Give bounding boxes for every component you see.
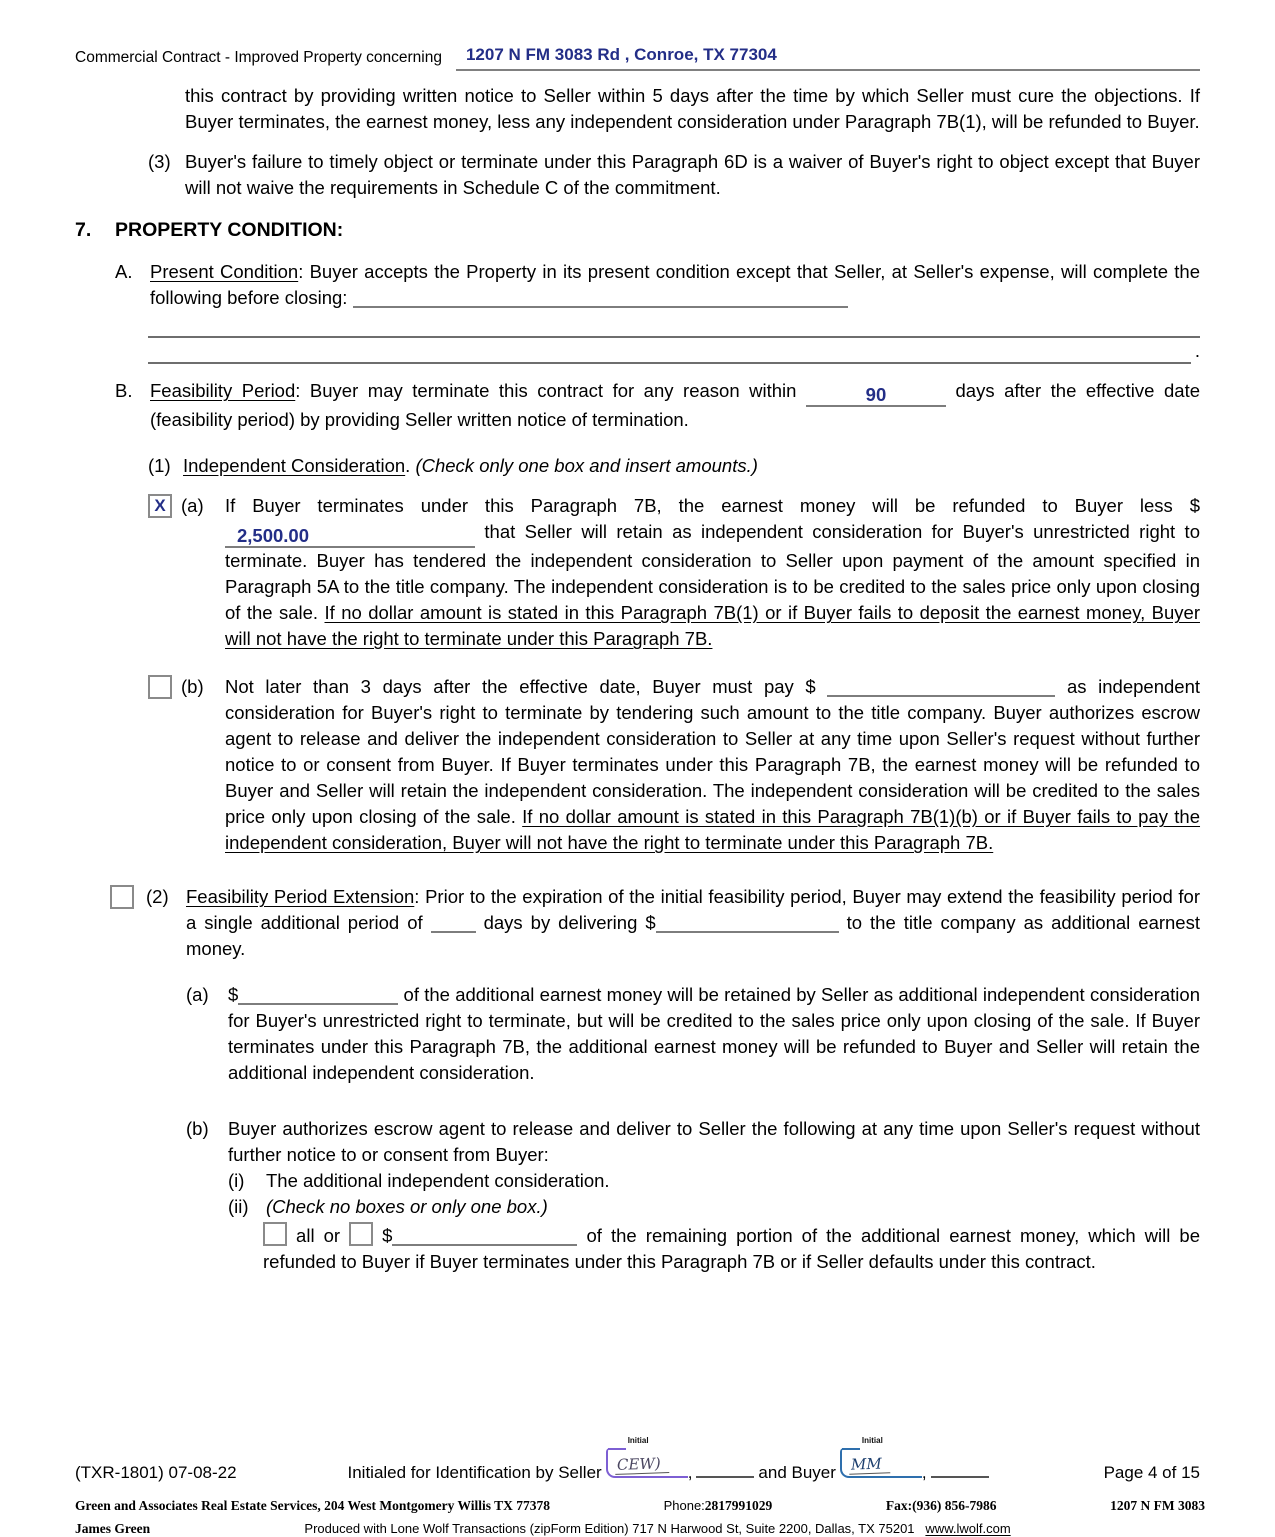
initialed-text: Initialed for Identification by Seller <box>347 1463 602 1482</box>
item-text-italic: (Check no boxes or only one box.) <box>266 1196 548 1217</box>
form-title: Commercial Contract - Improved Property concerning <box>75 49 442 66</box>
item-label: (1) <box>148 455 171 476</box>
fill-in-blank[interactable] <box>827 675 1055 697</box>
fill-in-line-rule[interactable] <box>148 337 1191 364</box>
property-address-field[interactable]: 1207 N FM 3083 Rd , Conroe, TX 77304 <box>456 42 1200 71</box>
lwolf-link[interactable]: www.lwolf.com <box>925 1521 1011 1536</box>
paragraph-7b2b-ii-options <box>0 1222 1200 1275</box>
initial-tag-label: Initial <box>627 1436 649 1445</box>
section-number: 7. <box>75 219 92 241</box>
and-buyer-text: and Buyer <box>758 1463 836 1482</box>
brokerage-credits <box>75 1497 1205 1537</box>
paragraph-7b-feasibility-period <box>0 378 1200 433</box>
item-label: A. <box>115 261 133 282</box>
fill-in-blank[interactable] <box>238 983 398 1005</box>
phone-number: 2817991029 <box>704 1498 773 1513</box>
text-segment: Feasibility Period Extension <box>186 886 415 907</box>
file-ref: 1207 N FM 3083 <box>1110 1498 1206 1513</box>
text-segment: days by delivering $ <box>475 912 656 933</box>
credits-row-1 <box>75 1497 1205 1514</box>
buyer-initial-blank[interactable] <box>931 1458 989 1478</box>
text-segment: : Buyer may terminate this contract for any reason within <box>295 380 806 401</box>
produced-with <box>150 1520 1165 1537</box>
text-segment: If Buyer terminates under this Paragraph 7B, the earnest money will be refunded to Buyer less $ <box>225 495 1200 516</box>
page-header <box>75 42 1200 71</box>
fill-in-blank[interactable] <box>392 1224 577 1246</box>
fill-in-line[interactable] <box>148 338 1200 364</box>
comma: , <box>921 1463 927 1482</box>
checkbox-7b1a-checked[interactable] <box>148 494 172 518</box>
text-segment: as independent consideration for Buyer's right to terminate by tendering such amount to the title company. Buyer authorizes escrow agent to release and deliver the independent consideration to Seller at any time upon Seller's request without further notice to or consent from Buyer. If Buyer terminates under this Paragraph 7B, the earnest money will be refunded to Buyer and Seller will retain the independent consideration. The independent consideration will be credited to the sales price only upon closing of the sale. <box>225 676 1200 827</box>
checkbox-x-mark: X <box>154 496 166 515</box>
paragraph-7b1-independent-consideration <box>0 453 1200 479</box>
paragraph-7b1b <box>0 674 1200 856</box>
checkbox-7b1b[interactable] <box>148 675 172 699</box>
text-segment: days after the effective date (feasibility period) by providing Seller written notice of termination. <box>150 380 1200 430</box>
phone-label: Phone: <box>663 1498 705 1513</box>
page-number: Page 4 of 15 <box>1103 1463 1200 1482</box>
page-footer <box>75 1436 1200 1486</box>
produced-text: Produced with Lone Wolf Transactions (zipForm Edition) 717 N Harwood St, Suite 2200, Dallas, TX 75201 <box>304 1521 915 1536</box>
paragraph-6d-continuation <box>185 83 1200 135</box>
paragraph-7a-present-condition <box>0 259 1200 311</box>
section-7-heading <box>0 217 1200 243</box>
item-label: (b) <box>181 676 204 697</box>
paragraph-7b2b <box>0 1116 1200 1168</box>
item-label: B. <box>115 380 133 401</box>
text-segment: this contract by providing written notice to Seller within 5 days after the time by which Seller must cure the objections. If Buyer terminates, the earnest money, less any independent consideration under Paragraph 7B(1), will be refunded to Buyer. <box>185 85 1200 132</box>
credits-row-2 <box>75 1520 1205 1537</box>
item-label: (a) <box>186 984 209 1005</box>
paragraph-7b2-feasibility-extension <box>0 884 1200 962</box>
paragraph-7b2b-ii <box>0 1194 1200 1220</box>
text-segment: Present Condition <box>150 261 299 282</box>
item-text: The additional independent consideration. <box>266 1170 610 1191</box>
agent-name: James Green <box>75 1521 151 1536</box>
text-segment: that Seller will retain as independent consideration for Buyer's unrestricted right to terminate. Buyer has tendered the independent consideration to Seller upon payment of the amount specified in Paragraph 5A to the title company. The independent consideration is to be credited to the sales price only upon closing of the sale. <box>225 521 1200 623</box>
trailing-period: . <box>1194 340 1200 361</box>
checkbox[interactable] <box>349 1222 373 1246</box>
item-label: (3) <box>148 151 171 172</box>
comma: , <box>687 1463 693 1482</box>
text-segment: (Check only one box and insert amounts.) <box>415 455 758 476</box>
fill-in-blank[interactable]: 90 <box>806 385 946 407</box>
item-label: (ii) <box>228 1196 249 1217</box>
item-label: (b) <box>186 1118 209 1139</box>
text-segment: Independent Consideration <box>183 455 406 476</box>
item-label: (2) <box>146 886 169 907</box>
buyer-initial-box[interactable] <box>840 1436 922 1478</box>
fill-in-line[interactable] <box>148 311 1200 338</box>
text-segment: : Buyer accepts the Property in its present condition except that Seller, at Seller's expense, will complete the following before closing: <box>150 261 1200 308</box>
buyer-initials-signature: MM <box>849 1455 890 1474</box>
text-segment: to the title company as additional earnest money. <box>186 912 1200 959</box>
paragraph-7b2b-i <box>0 1168 1200 1194</box>
text-segment: Buyer authorizes escrow agent to release and deliver to Seller the following at any time upon Seller's request without further notice to or consent from Buyer: <box>228 1118 1200 1165</box>
text-segment: of the additional earnest money will be retained by Seller as additional independent consideration for Buyer's unrestricted right to terminate, but will be credited to the sales price only upon closing of the sale. If Buyer terminates under this Paragraph 7B, the additional earnest money will be refunded to Buyer and Seller will retain the additional independent consideration. <box>228 984 1200 1083</box>
text-segment: . <box>405 455 416 476</box>
fax-number: (936) 856-7986 <box>912 1498 997 1513</box>
text-segment: Feasibility Period <box>150 380 296 401</box>
paragraph-7b2a <box>0 982 1200 1086</box>
text-segment: Buyer's failure to timely object or terminate under this Paragraph 6D is a waiver of Buyer's right to object except that Buyer will not waive the requirements in Schedule C of the commitment. <box>185 151 1200 198</box>
text-segment: : Prior to the expiration of the initial feasibility period, Buyer may extend the feasibility period for a single additional period of <box>186 886 1200 933</box>
text-segment: If no dollar amount is stated in this Paragraph 7B(1)(b) or if Buyer fails to pay the independent consideration, Buyer will not have the right to terminate under this Paragraph 7B. <box>225 806 1201 853</box>
fill-in-blank[interactable] <box>353 286 848 308</box>
checkbox-7b2[interactable] <box>110 885 134 909</box>
paragraph-6d-3 <box>0 149 1200 201</box>
fill-in-blank[interactable] <box>656 911 839 933</box>
item-label: (i) <box>228 1170 245 1191</box>
fill-in-blank[interactable] <box>431 911 476 933</box>
text-segment: all or <box>287 1225 350 1246</box>
text-segment: $ <box>373 1225 393 1246</box>
seller-initials-signature: CEW) <box>614 1455 668 1475</box>
text-segment: If no dollar amount is stated in this Paragraph 7B(1) or if Buyer fails to deposit the earnest money, Buyer will not have the right to terminate under this Paragraph 7B. <box>225 602 1200 649</box>
text-segment: $ <box>228 984 239 1005</box>
seller-initial-blank[interactable] <box>696 1458 754 1478</box>
text-segment: Not later than 3 days after the effective date, Buyer must pay $ <box>225 676 828 697</box>
form-id: (TXR-1801) 07-08-22 <box>75 1463 237 1482</box>
paragraph-7b1a <box>0 493 1200 652</box>
section-title: PROPERTY CONDITION: <box>115 219 344 241</box>
fill-in-blank[interactable]: 2,500.00 <box>225 526 475 548</box>
text-segment: of the remaining portion of the additional earnest money, which will be refunded to Buyer if Buyer terminates under this Paragraph 7B or if Seller defaults under this contract. <box>263 1225 1200 1272</box>
checkbox[interactable] <box>263 1222 287 1246</box>
fax-label: Fax: <box>885 1498 913 1513</box>
initial-tag-label: Initial <box>861 1436 883 1445</box>
item-label: (a) <box>181 495 204 516</box>
office-name: Green and Associates Real Estate Services, 204 West Montgomery Willis TX 77378 <box>75 1498 550 1513</box>
initials-strip <box>237 1436 1104 1486</box>
seller-initial-box[interactable] <box>606 1436 688 1478</box>
